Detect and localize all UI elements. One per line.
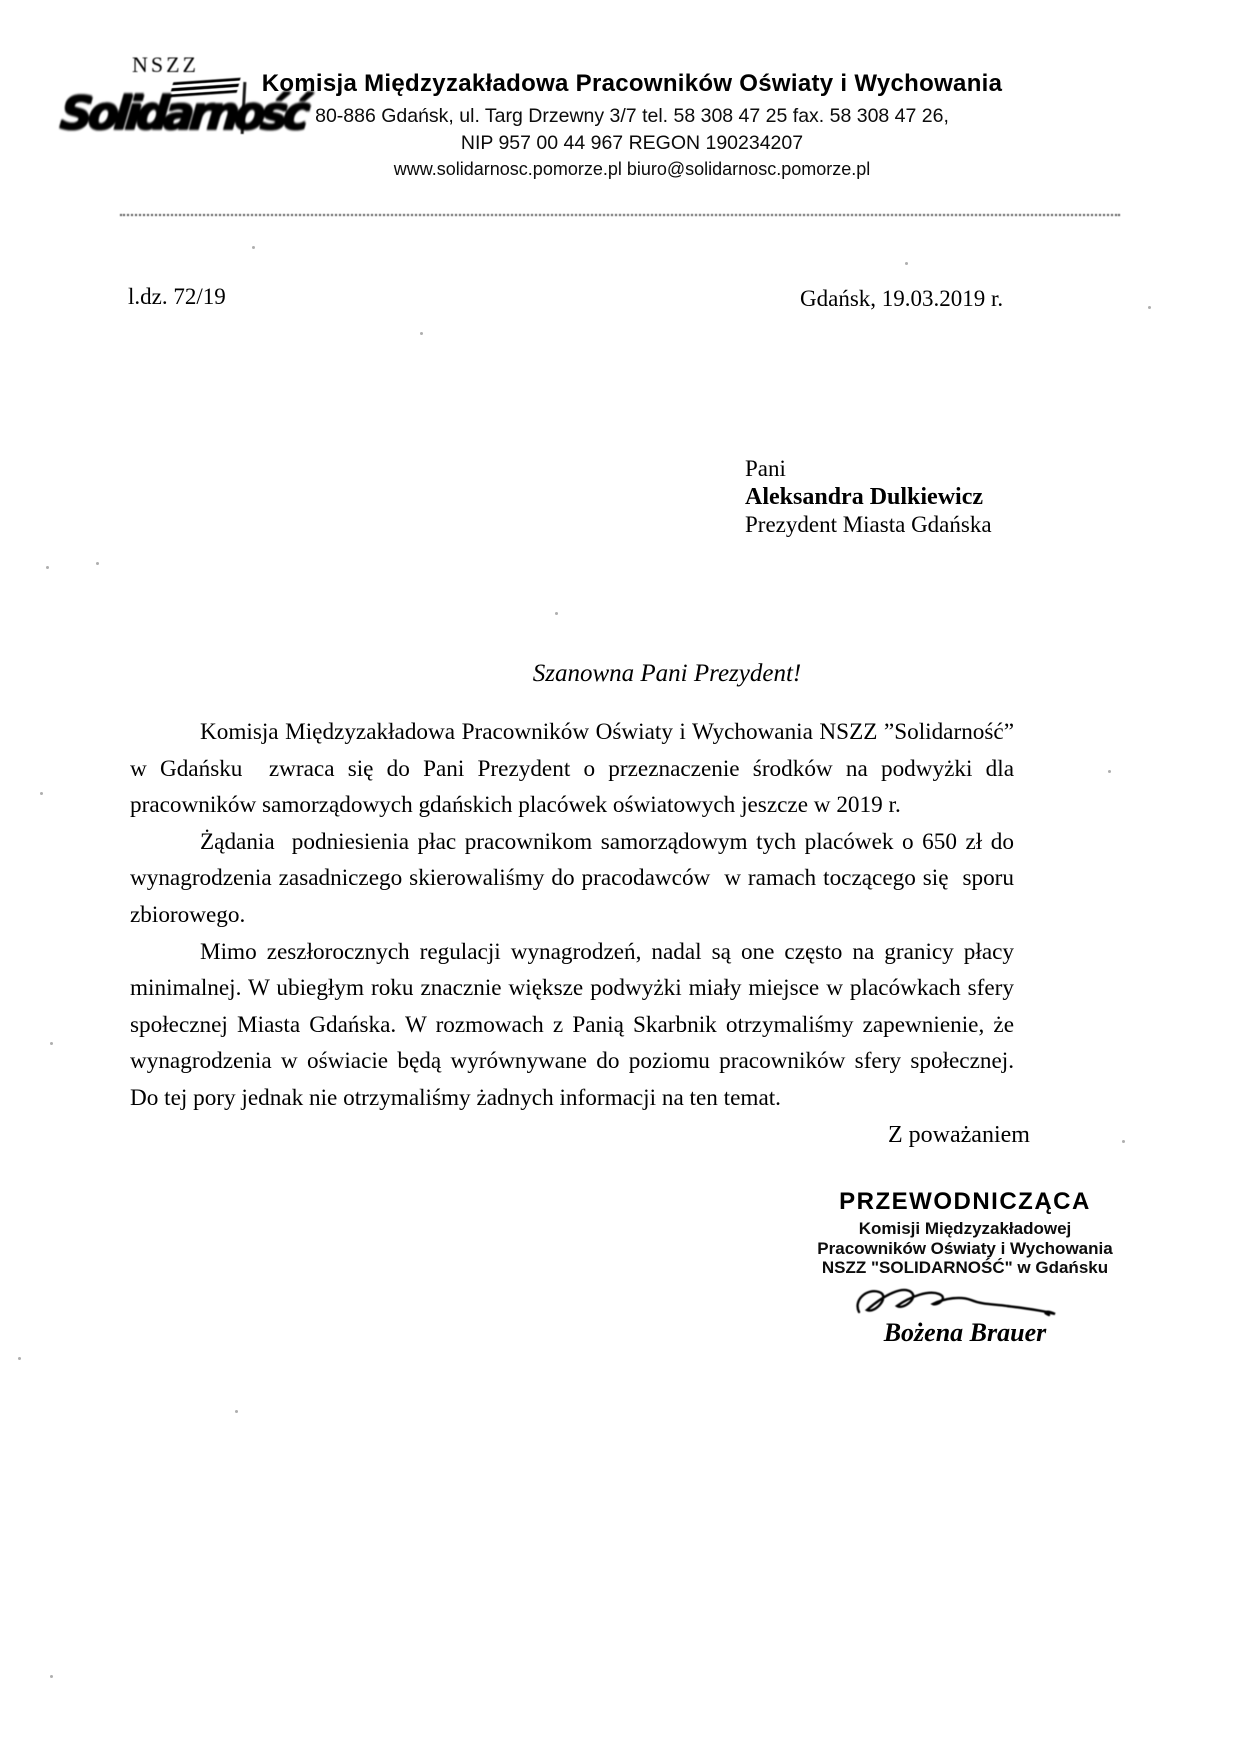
paragraph-2: Żądania podniesienia płac pracownikom samorządowym tych placówek o 650 zł do wynagrodzenia zasadniczego skierowaliśmy do pracodawców w ramach toczącego się sporu zbiorowego. [130,828,1020,928]
letterhead-divider [120,214,1120,216]
recipient-name: Aleksandra Dulkiewicz [745,484,984,510]
signer-name: Bożena Brauer [883,1317,1047,1347]
web-contact-line: www.solidarnosc.pomorze.pl biuro@solidarnosc.pomorze.pl [393,159,871,179]
recipient-salutation: Pani [745,456,786,481]
logo-nszz-text: NSZZ [132,52,199,77]
recipient-title: Prezydent Miasta Gdańska [745,512,992,537]
signer-organization [795,1219,1135,1278]
letter-body [130,714,1020,1117]
signer-org-line-3: NSZZ "SOLIDARNOŚĆ" w Gdańsku [821,1258,1109,1277]
paragraph-1: Komisja Międzyzakładowa Pracowników Oświaty i Wychowania NSZZ ”Solidarność” w Gdańsku zwraca się do Pani Prezydent o przeznaczenie środków na podwyżki dla pracowników samorządowych gdańskich placówek oświatowych jeszcze w 2019 r. [130,719,1020,819]
closing-phrase: Z poważaniem [888,1122,1030,1148]
registry-line: NIP 957 00 44 967 REGON 190234207 [460,132,804,154]
letterhead [252,70,1012,180]
logo-solidarnosc-text: Solidarność [57,86,308,141]
signer-role: PRZEWODNICZĄCA [839,1188,1091,1215]
signer-org-line-2: Pracowników Oświaty i Wychowania [817,1238,1113,1258]
paragraph-3: Mimo zeszłorocznych regulacji wynagrodzeń, nadal są one często na granicy płacy minimalnej. W ubiegłym roku znacznie większe podwyżki miały miejsce w placówkach sfery społecznej Miasta Gdańska. W rozmowach z Panią Skarbnik otrzymaliśmy zapewnienie, że wynagrodzenia w oświacie będą wyrównywane do poziomu pracowników sfery społecznej. Do tej pory jednak nie otrzymaliśmy żadnych informacji na ten temat. [130,938,1020,1111]
signature-block [795,1188,1135,1348]
place-and-date: Gdańsk, 19.03.2019 r. [800,286,1004,311]
reference-number: l.dz. 72/19 [128,284,226,309]
signer-org-line-1: Komisji Międzyzakładowej [858,1219,1072,1238]
recipient-block [745,455,992,539]
organization-name: Komisja Międzyzakładowa Pracowników Oświaty i Wychowania [261,70,1003,97]
greeting-line: Szanowna Pani Prezydent! [532,660,802,687]
address-line: 80-886 Gdańsk, ul. Targ Drzewny 3/7 tel. 58 308 47 25 fax. 58 308 47 26, [315,105,949,127]
